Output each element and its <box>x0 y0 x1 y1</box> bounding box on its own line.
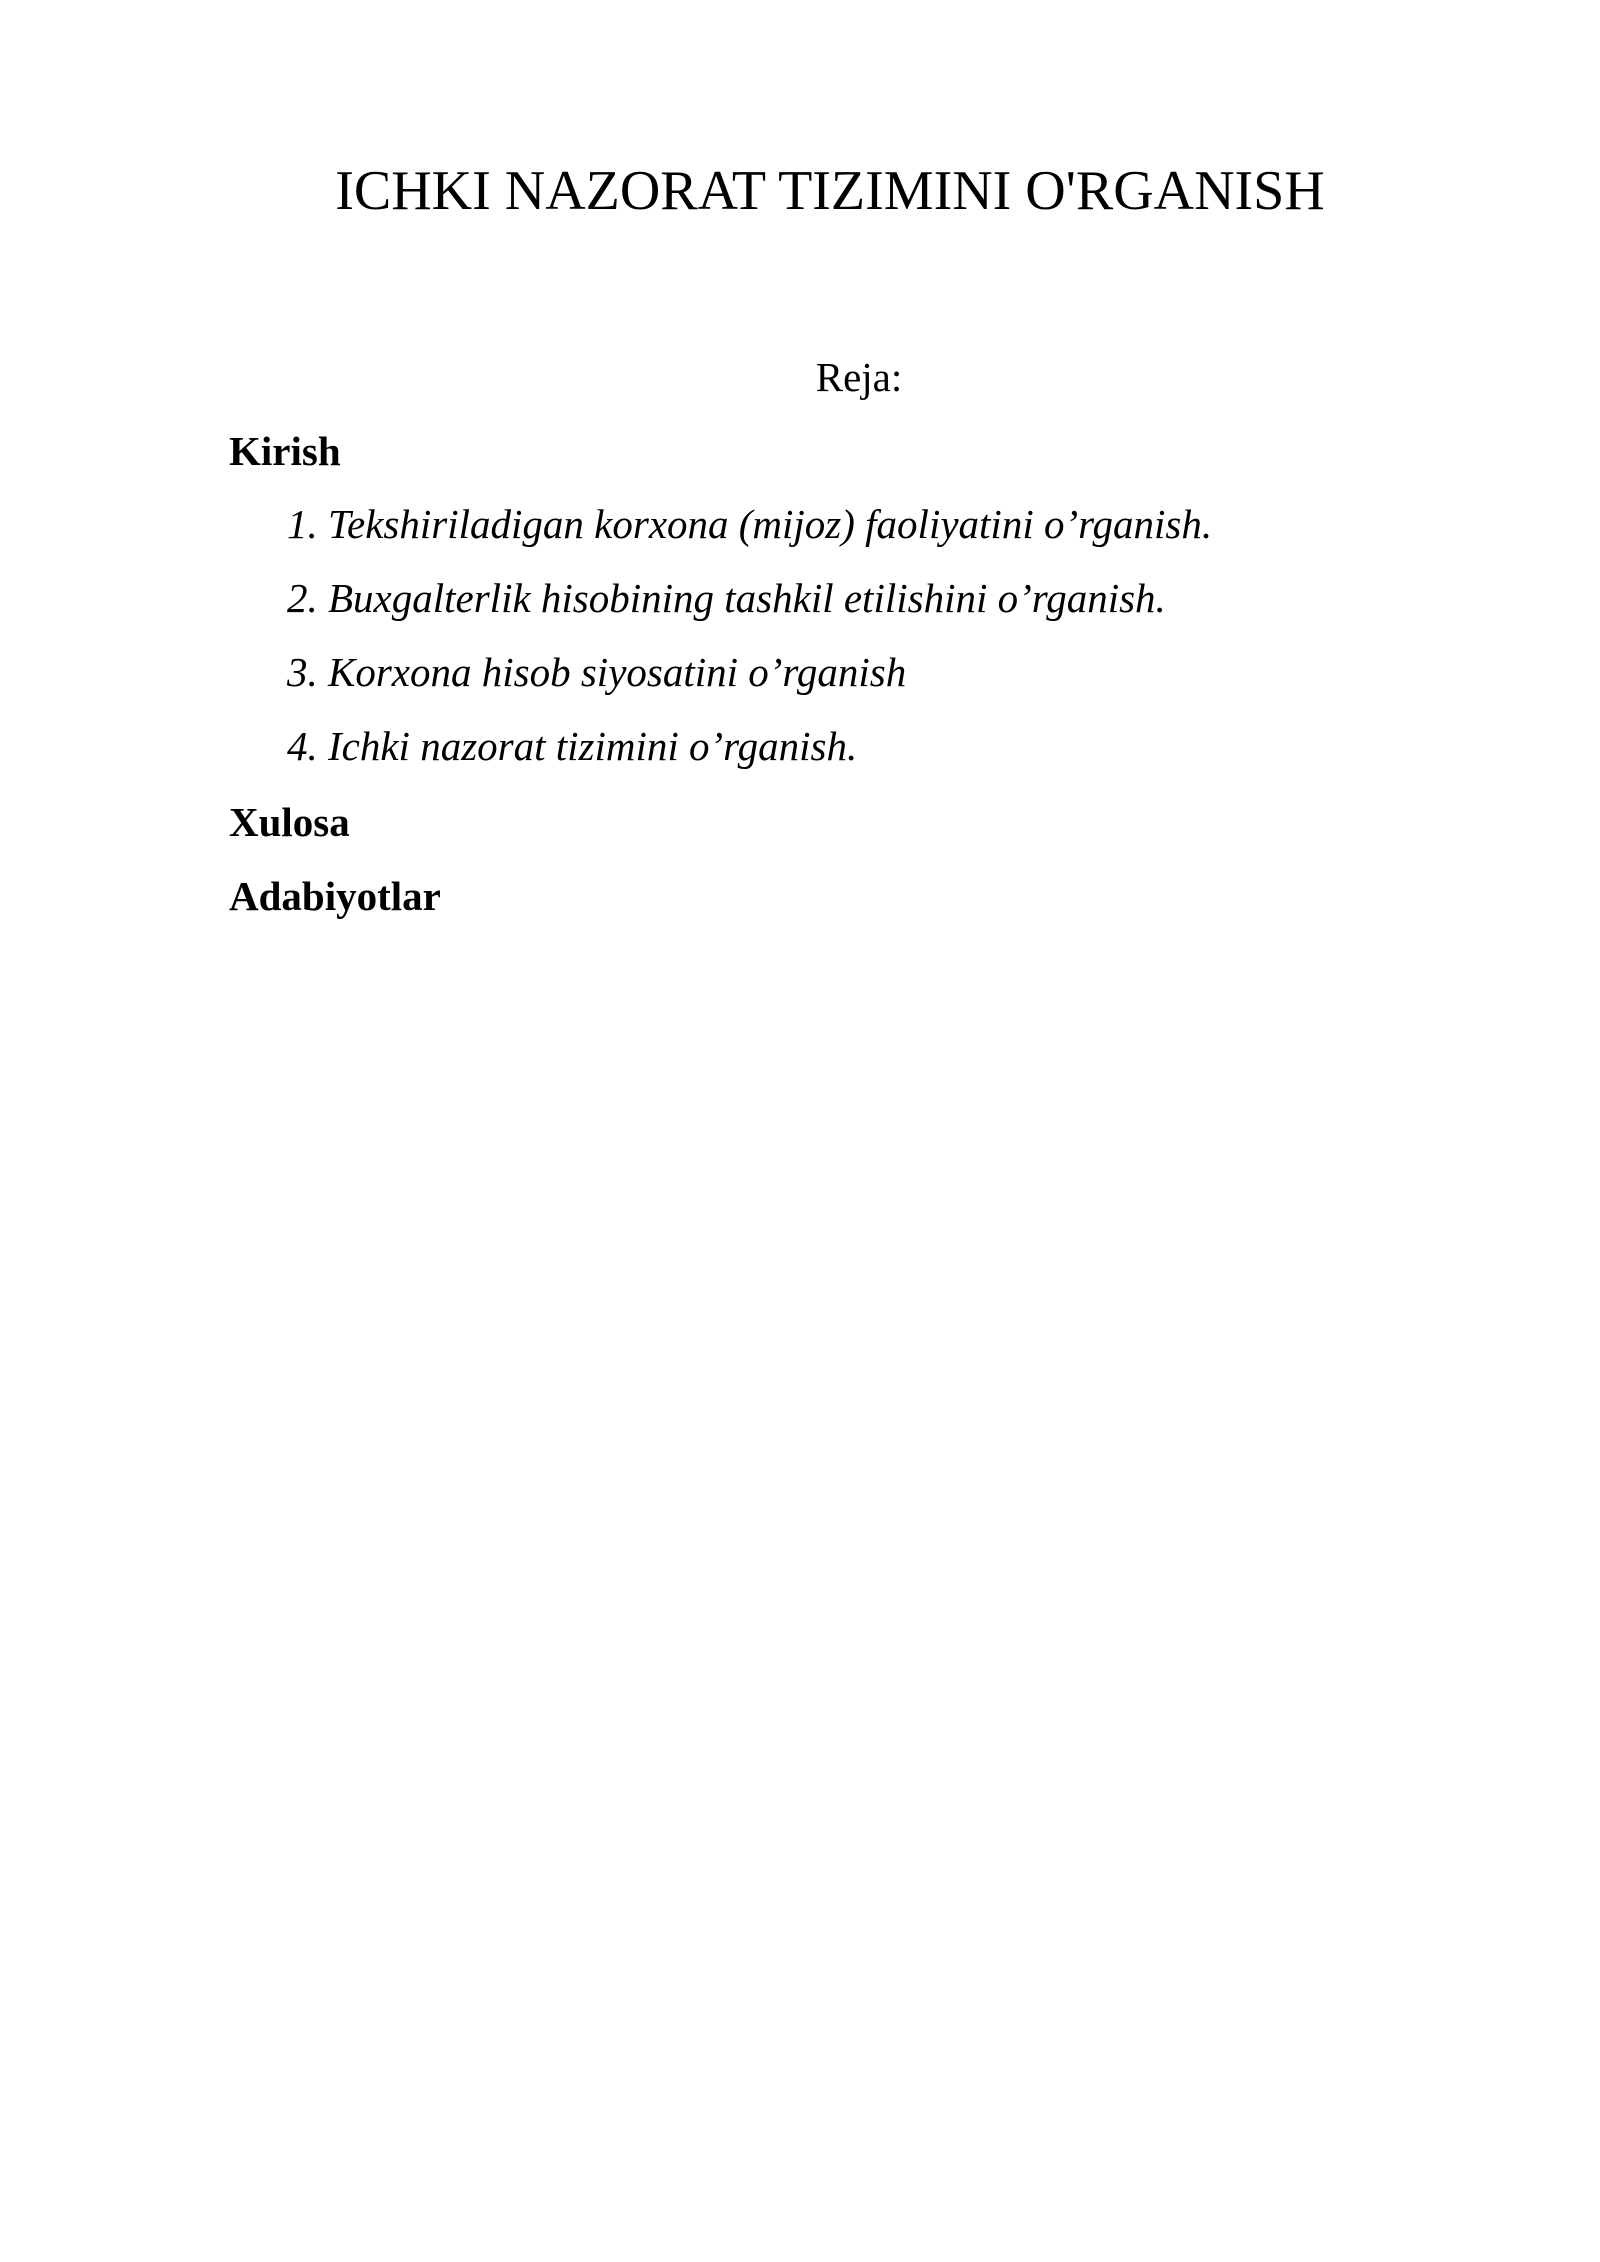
plan-item: 2. Buxgalterlik hisobining tashkil etilishini o’rganish. <box>287 575 1166 621</box>
plan-item: 4. Ichki nazorat tizimini o’rganish. <box>287 723 858 769</box>
plan-heading: Reja: <box>815 354 903 400</box>
section-conclusion: Xulosa <box>229 799 350 845</box>
document-title: ICHKI NAZORAT TIZIMINI O'RGANISH <box>335 160 1325 222</box>
section-references: Adabiyotlar <box>229 873 441 919</box>
plan-item: 1. Tekshiriladigan korxona (mijoz) faoliyatini o’rganish. <box>287 501 1213 547</box>
plan-list <box>287 499 1212 795</box>
plan-item: 3. Korxona hisob siyosatini o’rganish <box>287 649 907 695</box>
section-intro: Kirish <box>229 428 341 474</box>
